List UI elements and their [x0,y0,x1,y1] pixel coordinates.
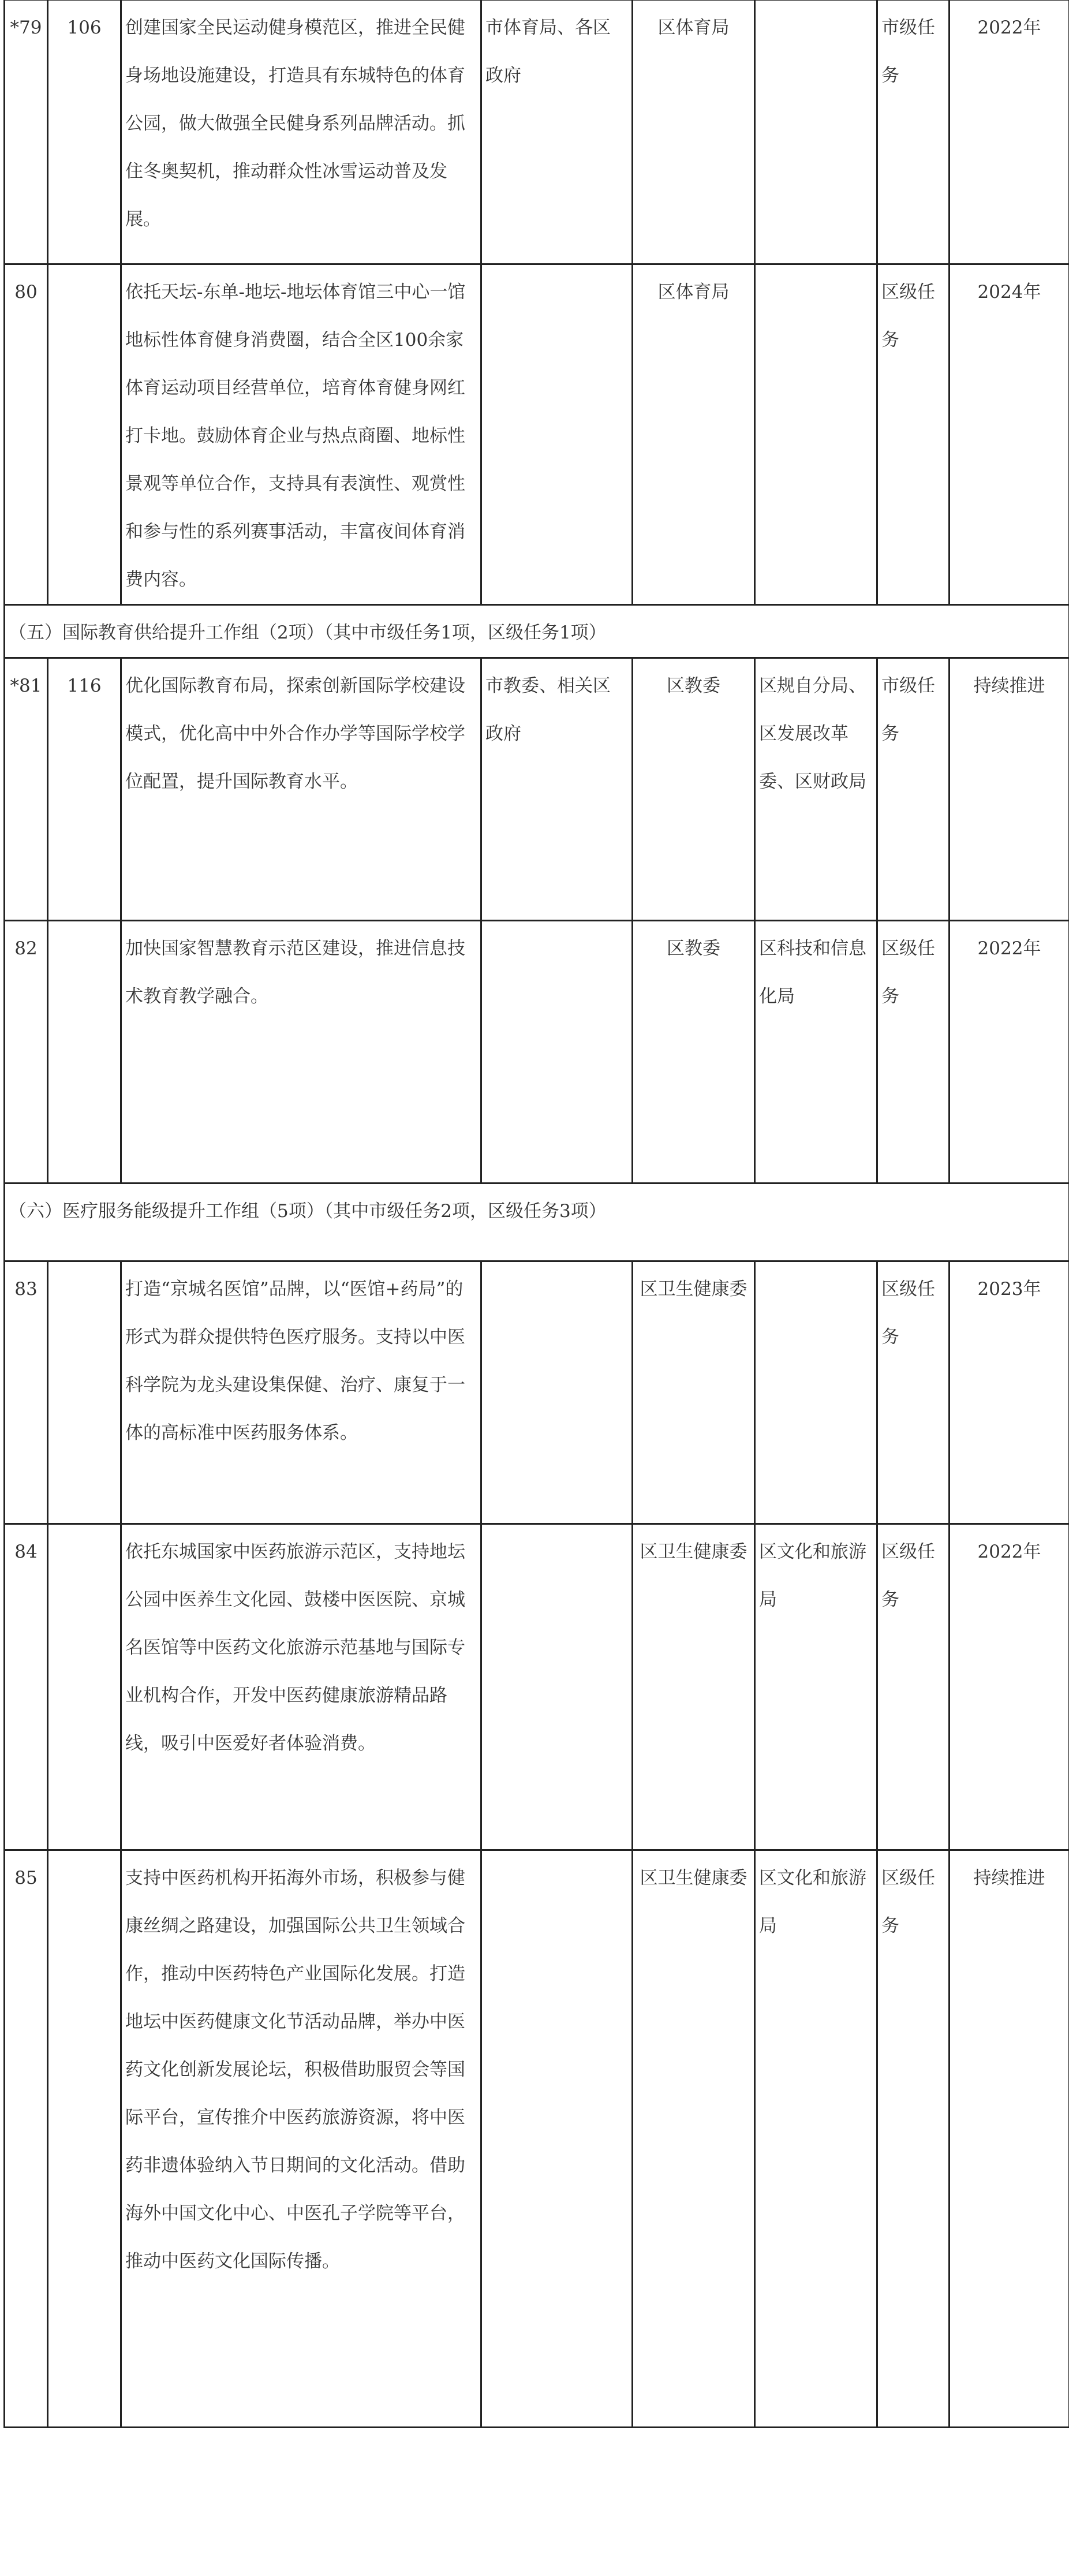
district-lead-unit-cell: 区卫生健康委 [633,1261,755,1524]
task-content-cell: 依托东城国家中医药旅游示范区，支持地坛公园中医养生文化园、鼓楼中医医院、京城名医馆等中医药文化旅游示范基地与国际专业机构合作，开发中医药健康旅游精品路线，吸引中医爱好者体验消费。 [121,1524,481,1850]
group-header-row [5,605,1069,658]
task-number-cell: 80 [5,264,48,605]
partner-units-cell [755,0,877,264]
district-lead-unit-cell: 区体育局 [633,0,755,264]
deadline-cell: 2022年 [950,0,1069,264]
group-header-text: （六）医疗服务能级提升工作组（5项）（其中市级任务2项，区级任务3项） [5,1184,1069,1261]
partner-units-cell [755,264,877,605]
partner-units-cell: 区文化和旅游局 [755,1524,877,1850]
source-number-cell [48,264,121,605]
task-level-cell: 区级任务 [877,1261,950,1524]
deadline-cell: 持续推进 [950,658,1069,921]
group-header-row [5,1184,1069,1261]
partner-units-cell: 区文化和旅游局 [755,1850,877,2428]
city-lead-unit-cell: 市教委、相关区政府 [481,658,633,921]
district-lead-unit-cell: 区卫生健康委 [633,1524,755,1850]
task-number-cell: *79 [5,0,48,264]
partner-units-cell: 区科技和信息化局 [755,921,877,1184]
table-row [5,0,1069,264]
source-number-cell [48,921,121,1184]
partner-units-cell: 区规自分局、区发展改革委、区财政局 [755,658,877,921]
partner-units-cell [755,1261,877,1524]
deadline-cell: 持续推进 [950,1850,1069,2428]
deadline-cell: 2023年 [950,1261,1069,1524]
deadline-cell: 2022年 [950,921,1069,1184]
task-level-cell: 区级任务 [877,921,950,1184]
source-number-cell: 116 [48,658,121,921]
task-content-cell: 加快国家智慧教育示范区建设，推进信息技术教育教学融合。 [121,921,481,1184]
task-number-cell: *81 [5,658,48,921]
source-number-cell: 106 [48,0,121,264]
district-lead-unit-cell: 区体育局 [633,264,755,605]
task-level-cell: 市级任务 [877,658,950,921]
city-lead-unit-cell [481,921,633,1184]
task-level-cell: 区级任务 [877,1850,950,2428]
task-number-cell: 85 [5,1850,48,2428]
task-content-cell: 依托天坛-东单-地坛-地坛体育馆三中心一馆地标性体育健身消费圈，结合全区100余家体育运动项目经营单位，培育体育健身网红打卡地。鼓励体育企业与热点商圈、地标性景观等单位合作，支持具有表演性、观赏性和参与性的系列赛事活动，丰富夜间体育消费内容。 [121,264,481,605]
source-number-cell [48,1261,121,1524]
task-content-cell: 支持中医药机构开拓海外市场，积极参与健康丝绸之路建设，加强国际公共卫生领域合作，推动中医药特色产业国际化发展。打造地坛中医药健康文化节活动品牌，举办中医药文化创新发展论坛，积极借助服贸会等国际平台，宣传推介中医药旅游资源，将中医药非遗体验纳入节日期间的文化活动。借助海外中国文化中心、中医孔子学院等平台，推动中医药文化国际传播。 [121,1850,481,2428]
source-number-cell [48,1850,121,2428]
task-level-cell: 区级任务 [877,1524,950,1850]
city-lead-unit-cell [481,1850,633,2428]
task-number-cell: 82 [5,921,48,1184]
city-lead-unit-cell [481,264,633,605]
source-number-cell [48,1524,121,1850]
group-header-text: （五）国际教育供给提升工作组（2项）（其中市级任务1项，区级任务1项） [5,605,1069,658]
table-row [5,658,1069,921]
deadline-cell: 2022年 [950,1524,1069,1850]
task-level-cell: 市级任务 [877,0,950,264]
city-lead-unit-cell [481,1261,633,1524]
district-lead-unit-cell: 区教委 [633,921,755,1184]
task-number-cell: 84 [5,1524,48,1850]
deadline-cell: 2024年 [950,264,1069,605]
task-number-cell: 83 [5,1261,48,1524]
table-row [5,1524,1069,1850]
table-row [5,1261,1069,1524]
task-table [3,0,1069,2428]
city-lead-unit-cell [481,1524,633,1850]
task-table-body [5,0,1069,2428]
task-content-cell: 打造“京城名医馆”品牌，以“医馆+药局”的形式为群众提供特色医疗服务。支持以中医科学院为龙头建设集保健、治疗、康复于一体的高标准中医药服务体系。 [121,1261,481,1524]
table-row [5,921,1069,1184]
task-level-cell: 区级任务 [877,264,950,605]
city-lead-unit-cell: 市体育局、各区政府 [481,0,633,264]
table-row [5,1850,1069,2428]
district-lead-unit-cell: 区教委 [633,658,755,921]
district-lead-unit-cell: 区卫生健康委 [633,1850,755,2428]
task-content-cell: 优化国际教育布局，探索创新国际学校建设模式，优化高中中外合作办学等国际学校学位配置，提升国际教育水平。 [121,658,481,921]
table-row [5,264,1069,605]
task-content-cell: 创建国家全民运动健身模范区，推进全民健身场地设施建设，打造具有东城特色的体育公园，做大做强全民健身系列品牌活动。抓住冬奥契机，推动群众性冰雪运动普及发展。 [121,0,481,264]
